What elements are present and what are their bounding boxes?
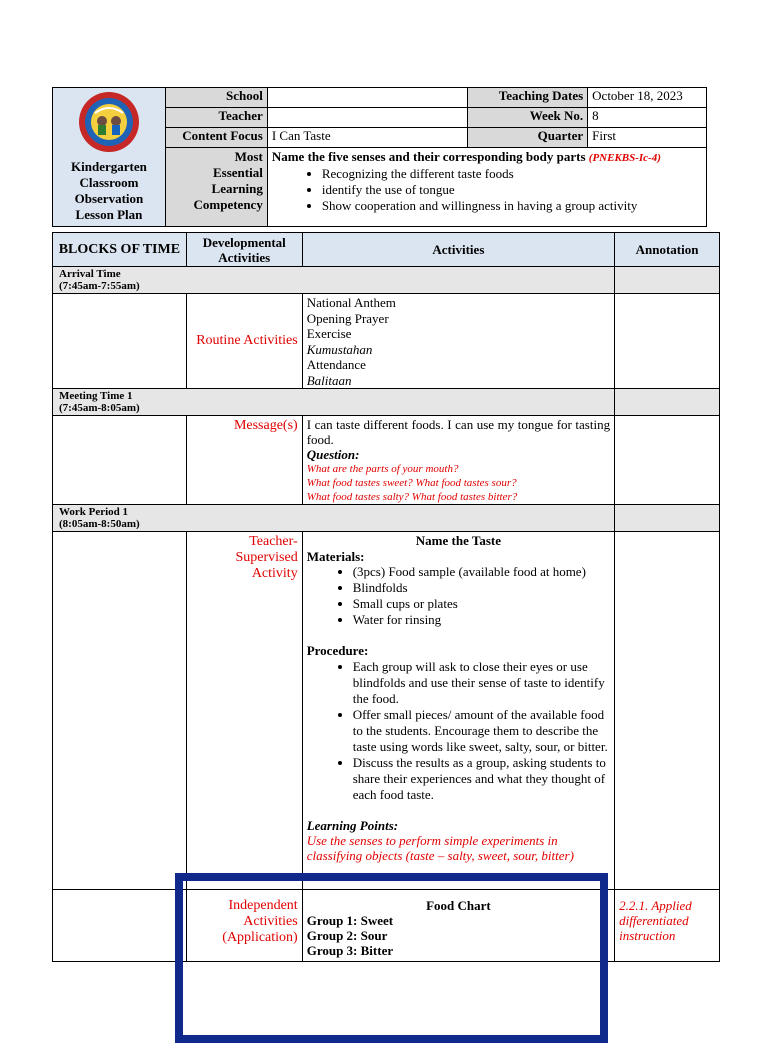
annotation-note: 2.2.1. Applied differentiated instruction bbox=[615, 890, 720, 962]
logo-title-cell bbox=[53, 88, 166, 227]
teacher-label: Teacher bbox=[165, 107, 267, 127]
teacher-supervised-content: Name the Taste Materials: • (3pcs) Food sample (available food at home) • Blindfolds • Small cups or plates • Water for rinsing Procedure: • Each group will ask to close their eyes or use blindfolds and use their sense of taste to identify the food. • Offer small pieces/ amount of the available food to the students. Encourage them to describe the taste using words like sweet, salty, sour, or bitter. • Discuss the results as a group, asking students to share their experiences and what they thought of each food taste. Learning Points: Use the senses to perform simple experiments in classifying objects (taste – salty, sweet, sour, bitter) bbox=[302, 532, 614, 890]
school-value bbox=[267, 88, 468, 108]
melc-item: • Recognizing the different taste foods bbox=[322, 166, 702, 182]
lesson-plan-title: Kindergarten Classroom Observation Lesson Plan bbox=[71, 159, 147, 222]
melc-title: Name the five senses and their corresponding body parts bbox=[271, 148, 586, 164]
teaching-dates-label: Teaching Dates bbox=[468, 88, 588, 108]
school-label: School bbox=[165, 88, 267, 108]
melc-code: (PNEKBS-Ic-4) bbox=[588, 151, 661, 164]
routine-activities-list: National Anthem Opening Prayer Exercise Kumustahan Attendance Balitaan bbox=[302, 294, 614, 389]
arrival-time-bar: Arrival Time (7:45am-7:55am) bbox=[53, 267, 615, 294]
content-focus-value: I Can Taste bbox=[267, 127, 468, 147]
teaching-dates-value: October 18, 2023 bbox=[588, 88, 707, 108]
melc-content bbox=[267, 147, 706, 226]
meeting-time-bar: Meeting Time 1 (7:45am-8:05am) bbox=[53, 389, 615, 416]
quarter-value: First bbox=[588, 127, 707, 147]
col-blocks-of-time: BLOCKS OF TIME bbox=[53, 233, 187, 267]
content-focus-label: Content Focus bbox=[165, 127, 267, 147]
week-value: 8 bbox=[588, 107, 707, 127]
col-developmental-activities: Developmental Activities bbox=[186, 233, 302, 267]
independent-activities-label: Independent Activities (Application) bbox=[186, 890, 302, 962]
col-activities: Activities bbox=[302, 233, 614, 267]
teacher-supervised-label: Teacher-Supervised Activity bbox=[186, 532, 302, 890]
school-logo bbox=[78, 91, 140, 153]
melc-item: • identify the use of tongue bbox=[322, 182, 702, 198]
messages-label: Message(s) bbox=[186, 416, 302, 505]
message-content: I can taste different foods. I can use my tongue for tasting food. Question: What are the parts of your mouth? What food tastes sweet? What food tastes sour? What food tastes salty? What food tastes bitter? bbox=[302, 416, 614, 505]
week-label: Week No. bbox=[468, 107, 588, 127]
col-annotation: Annotation bbox=[615, 233, 720, 267]
teacher-value bbox=[267, 107, 468, 127]
quarter-label: Quarter bbox=[468, 127, 588, 147]
routine-activities-label: Routine Activities bbox=[186, 294, 302, 389]
food-chart-content: Food Chart Group 1: Sweet Group 2: Sour Group 3: Bitter bbox=[302, 890, 614, 962]
header-table bbox=[52, 87, 707, 227]
highlight-frame bbox=[175, 873, 608, 1043]
melc-label: Most Essential Learning Competency bbox=[165, 147, 267, 226]
melc-item: • Show cooperation and willingness in having a group activity bbox=[322, 198, 702, 214]
work-period-bar: Work Period 1 (8:05am-8:50am) bbox=[53, 505, 615, 532]
lesson-table bbox=[52, 232, 720, 962]
